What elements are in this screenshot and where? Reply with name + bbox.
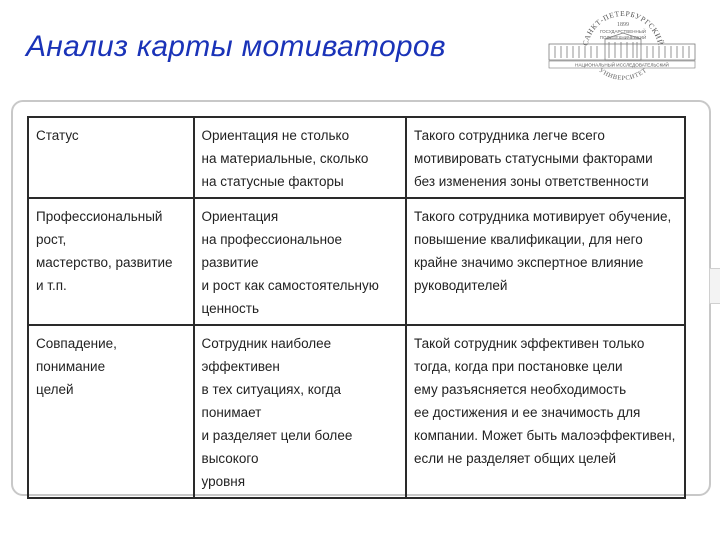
svg-text:УНИВЕРСИТЕТ <box>598 67 649 82</box>
motivator-cell: Статус <box>28 117 194 198</box>
logo-line-1: ГОСУДАРСТВЕННЫЙ <box>599 29 647 34</box>
motivator-table <box>27 116 686 499</box>
logo-arc-bottom-text: УНИВЕРСИТЕТ <box>597 66 649 83</box>
logo-line-3: НАЦИОНАЛЬНЫЙ ИССЛЕДОВАТЕЛЬСКИЙ <box>575 62 669 68</box>
orientation-cell: Ориентация не столько на материальные, сколько на статусные факторы <box>194 117 407 198</box>
logo-arc-top-text: САНКТ-ПЕТЕРБУРГСКИЙ <box>580 8 666 47</box>
logo-line-2: ПОЛИТЕХНИЧЕСКИЙ <box>599 35 647 40</box>
orientation-cell: Ориентация на профессиональное развитие и рост как самостоятельную ценность <box>194 198 407 325</box>
motivator-cell: Совпадение, понимание целей <box>28 325 194 498</box>
orientation-cell: Сотрудник наиболее эффективен в тех ситуациях, когда понимает и разделяет цели более высокого уровня <box>194 325 407 498</box>
note-cell: Такого сотрудника легче всего мотивировать статусными факторами без изменения зоны ответственности <box>406 117 685 198</box>
university-logo <box>547 6 697 92</box>
table-row <box>28 325 685 498</box>
edge-handle <box>709 268 720 304</box>
table-row <box>28 117 685 198</box>
logo-year: 1899 <box>617 22 629 28</box>
table-row <box>28 198 685 325</box>
motivator-cell: Профессиональный рост, мастерство, развитие и т.п. <box>28 198 194 325</box>
note-cell: Такой сотрудник эффективен только тогда, когда при постановке цели ему разъясняется необходимость ее достижения и ее значимость для компании. Может быть малоэффективен, если не разделяет общих целей <box>406 325 685 498</box>
note-cell: Такого сотрудника мотивирует обучение, повышение квалификации, для него крайне значимо экспертное влияние руководителей <box>406 198 685 325</box>
slide-title: Анализ карты мотиваторов <box>26 30 446 63</box>
